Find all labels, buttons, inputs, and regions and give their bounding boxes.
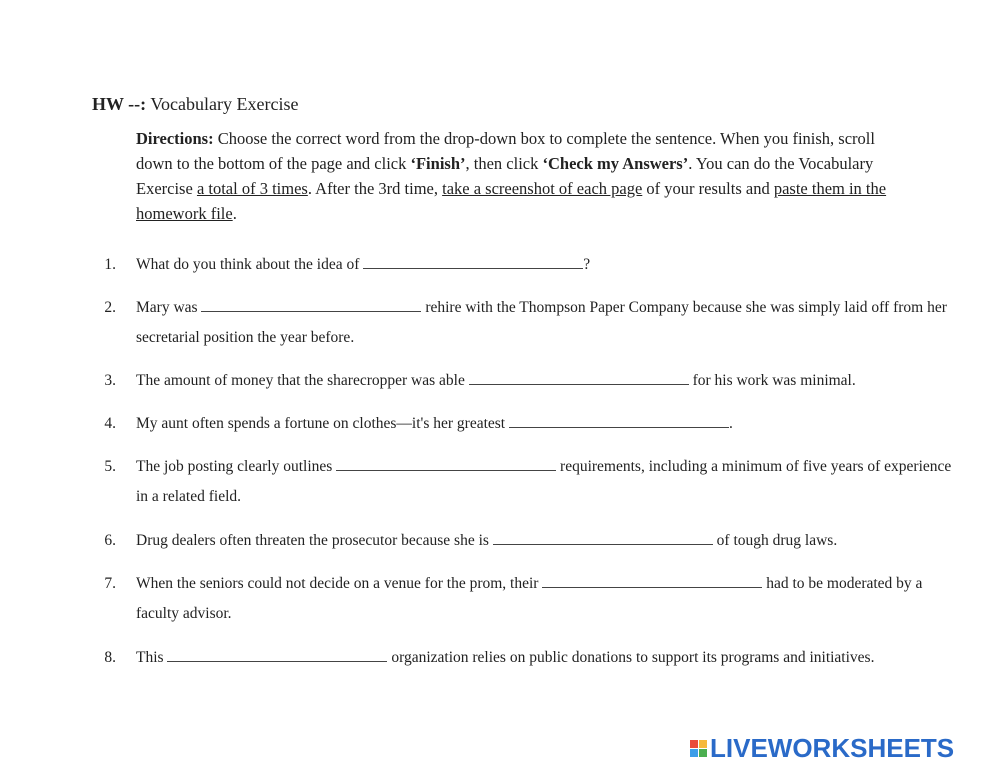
answer-dropdown-7[interactable] [542, 573, 762, 588]
answer-dropdown-8[interactable] [167, 647, 387, 662]
question-text: organization relies on public donations to support its programs and initiatives. [387, 649, 875, 666]
question-text: rehire with the Thompson Paper Company because she was simply laid off from her secretarial position the year before. [136, 299, 947, 346]
question-text: The amount of money that the sharecropper was able [136, 372, 469, 389]
logo-square [690, 749, 698, 757]
question-text: Mary was [136, 299, 202, 316]
question-text: requirements, including a minimum of five years of experience in a related field. [136, 458, 952, 505]
answer-dropdown-3[interactable] [469, 370, 689, 385]
logo-square [699, 740, 707, 748]
directions-text: , then click [465, 154, 543, 173]
directions-text: of your results and [642, 179, 774, 198]
directions-text: Choose the correct word from the drop-down box to complete the sentence. When you finish, scroll down to the bottom of the page and click [136, 129, 875, 173]
question-number: 1. [104, 256, 116, 273]
answer-dropdown-4[interactable] [509, 413, 729, 428]
question-text: for his work was minimal. [688, 372, 856, 389]
logo-square [699, 749, 707, 757]
question-text: ? [583, 256, 591, 273]
logo-square [690, 740, 698, 748]
directions-text: . You can do the Vocabulary Exercise [136, 154, 874, 198]
question-text: The job posting clearly outlines [136, 458, 337, 475]
paste-instruction: paste them in the homework file [136, 179, 887, 223]
finish-reference: ‘Finish’ [410, 154, 466, 173]
logo-text: LIVEWORKSHEETS [710, 733, 955, 763]
title-text: Vocabulary Exercise [150, 94, 299, 114]
question-number: 8. [104, 649, 116, 666]
question-text: This [136, 649, 168, 666]
directions-text: . After the 3rd time, [307, 179, 443, 198]
question-number: 6. [104, 532, 116, 549]
answer-dropdown-6[interactable] [493, 530, 713, 545]
attempt-limit: a total of 3 times [196, 179, 308, 198]
check-answers-reference: ‘Check my Answers’ [542, 154, 689, 173]
answer-dropdown-5[interactable] [336, 456, 556, 471]
question-number: 5. [104, 458, 116, 475]
directions [136, 126, 906, 226]
answer-dropdown-2[interactable] [201, 297, 421, 312]
liveworksheets-logo-icon [690, 740, 707, 757]
question-text: Drug dealers often threaten the prosecutor because she is [136, 532, 493, 549]
question-text: . [728, 415, 733, 432]
question-number: 4. [104, 415, 116, 432]
directions-label: Directions: [136, 129, 214, 148]
question-text: had to be moderated by a faculty advisor. [136, 575, 923, 622]
screenshot-instruction: take a screenshot of each page [442, 179, 643, 198]
question-number: 7. [104, 575, 116, 592]
question-text: What do you think about the idea of [136, 256, 364, 273]
liveworksheets-logo[interactable] [690, 733, 954, 763]
question-number: 3. [104, 372, 116, 389]
question-text: My aunt often spends a fortune on clothes—it's her greatest [136, 415, 509, 432]
page-title [92, 92, 298, 116]
question-number: 2. [104, 299, 116, 316]
question-text: of tough drug laws. [712, 532, 838, 549]
question-text: When the seniors could not decide on a venue for the prom, their [136, 575, 543, 592]
directions-text: . [232, 204, 237, 223]
answer-dropdown-1[interactable] [363, 254, 583, 269]
title-prefix: HW --: [92, 94, 147, 114]
